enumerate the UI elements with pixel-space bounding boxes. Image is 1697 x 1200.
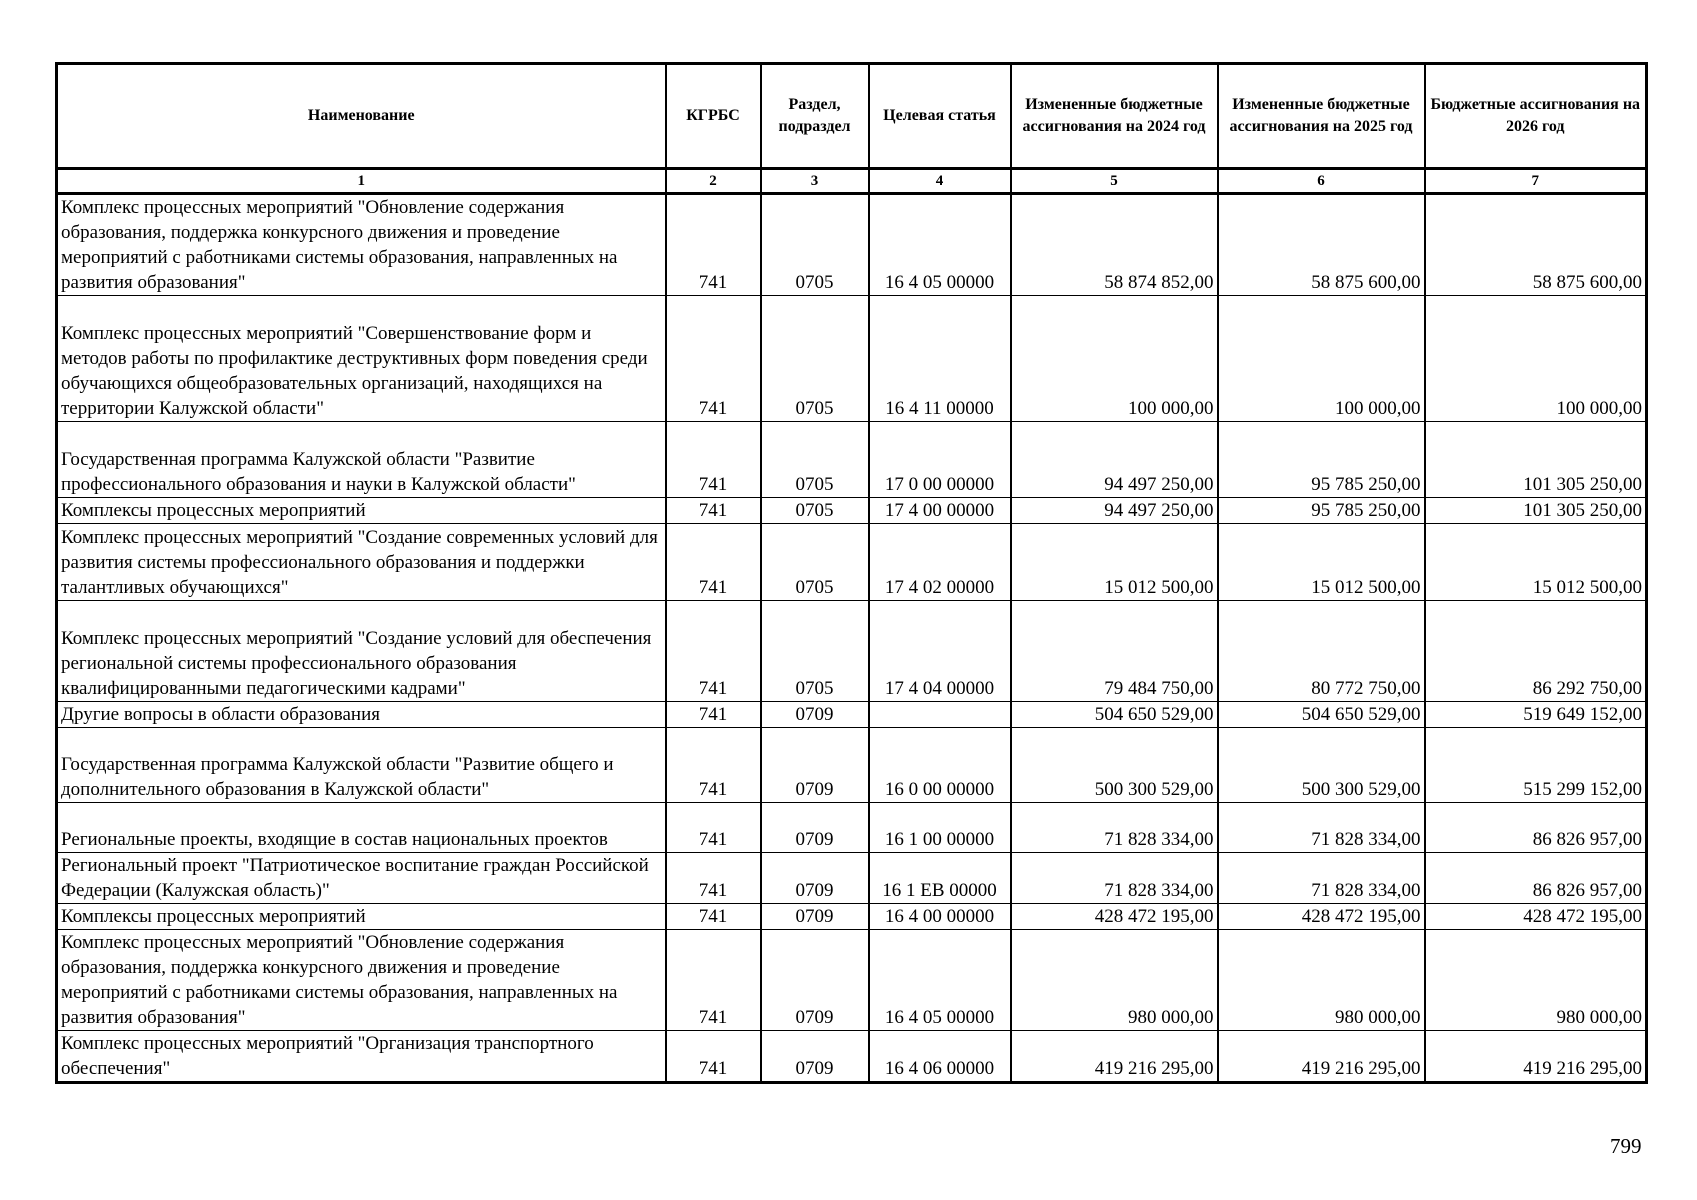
row-name: Региональный проект "Патриотическое воспитание граждан Российской Федерации (Калужская область)": [57, 853, 666, 904]
row-amount-2024: 71 828 334,00: [1011, 803, 1218, 853]
row-amount-2024: 100 000,00: [1011, 296, 1218, 422]
row-amount-2025: 80 772 750,00: [1218, 601, 1425, 702]
row-amount-2024: 980 000,00: [1011, 930, 1218, 1031]
row-section: 0709: [761, 1031, 869, 1083]
row-section: 0705: [761, 422, 869, 498]
row-amount-2025: 500 300 529,00: [1218, 728, 1425, 803]
table-row: [57, 296, 1647, 422]
row-name: Комплекс процессных мероприятий "Совершенствование форм и методов работы по профилактике деструктивных форм поведения среди обучающихся общеобразовательных организаций, находящихся на территории Калужской области": [57, 296, 666, 422]
row-amount-2024: 15 012 500,00: [1011, 524, 1218, 601]
row-amount-2025: 428 472 195,00: [1218, 904, 1425, 930]
row-name: Государственная программа Калужской области "Развитие профессионального образования и науки в Калужской области": [57, 422, 666, 498]
row-target-article: 17 0 00 00000: [869, 422, 1011, 498]
column-number: 5: [1011, 169, 1218, 194]
row-kgrbs: 741: [666, 422, 761, 498]
row-kgrbs: 741: [666, 296, 761, 422]
row-kgrbs: 741: [666, 524, 761, 601]
row-amount-2026: 101 305 250,00: [1425, 422, 1647, 498]
row-amount-2024: 58 874 852,00: [1011, 194, 1218, 296]
row-amount-2024: 79 484 750,00: [1011, 601, 1218, 702]
row-target-article: 16 4 00 00000: [869, 904, 1011, 930]
row-amount-2025: 419 216 295,00: [1218, 1031, 1425, 1083]
header-section: Раздел, подраздел: [761, 64, 869, 169]
row-section: 0705: [761, 524, 869, 601]
row-name: Другие вопросы в области образования: [57, 702, 666, 728]
row-amount-2024: 94 497 250,00: [1011, 422, 1218, 498]
table-row: [57, 194, 1647, 296]
row-kgrbs: 741: [666, 1031, 761, 1083]
row-amount-2024: 504 650 529,00: [1011, 702, 1218, 728]
column-number: 1: [57, 169, 666, 194]
row-amount-2026: 419 216 295,00: [1425, 1031, 1647, 1083]
budget-table: [55, 62, 1648, 1084]
header-2025: Измененные бюджетные ассигнования на 2025 год: [1218, 64, 1425, 169]
row-target-article: 17 4 02 00000: [869, 524, 1011, 601]
row-kgrbs: 741: [666, 904, 761, 930]
header-2026: Бюджетные ассигнования на 2026 год: [1425, 64, 1647, 169]
row-section: 0709: [761, 904, 869, 930]
table-row: [57, 728, 1647, 803]
table-row: [57, 930, 1647, 1031]
row-target-article: 16 4 05 00000: [869, 930, 1011, 1031]
header-row: [57, 64, 1647, 169]
row-amount-2025: 504 650 529,00: [1218, 702, 1425, 728]
table-body: [57, 194, 1647, 1083]
row-amount-2025: 95 785 250,00: [1218, 422, 1425, 498]
page-number: 799: [1610, 1134, 1642, 1158]
table-row: [57, 601, 1647, 702]
row-section: 0705: [761, 296, 869, 422]
row-kgrbs: 741: [666, 702, 761, 728]
row-target-article: [869, 702, 1011, 728]
row-amount-2025: 980 000,00: [1218, 930, 1425, 1031]
row-name: Комплекс процессных мероприятий "Обновление содержания образования, поддержка конкурсного движения и проведение мероприятий с работниками системы образования, направленных на развития образования": [57, 930, 666, 1031]
row-amount-2025: 15 012 500,00: [1218, 524, 1425, 601]
row-amount-2025: 58 875 600,00: [1218, 194, 1425, 296]
row-name: Комплекс процессных мероприятий "Создание современных условий для развития системы профессионального образования и поддержки талантливых обучающихся": [57, 524, 666, 601]
row-name: Комплекс процессных мероприятий "Создание условий для обеспечения региональной системы профессионального образования квалифицированными педагогическими кадрами": [57, 601, 666, 702]
row-kgrbs: 741: [666, 930, 761, 1031]
row-target-article: 16 1 00 00000: [869, 803, 1011, 853]
header-2024: Измененные бюджетные ассигнования на 2024 год: [1011, 64, 1218, 169]
row-name: Комплекс процессных мероприятий "Организация транспортного обеспечения": [57, 1031, 666, 1083]
table-row: [57, 524, 1647, 601]
row-amount-2026: 86 826 957,00: [1425, 803, 1647, 853]
header-name: Наименование: [57, 64, 666, 169]
row-target-article: 17 4 00 00000: [869, 498, 1011, 524]
table-row: [57, 498, 1647, 524]
row-kgrbs: 741: [666, 803, 761, 853]
row-section: 0705: [761, 498, 869, 524]
row-name: Комплексы процессных мероприятий: [57, 904, 666, 930]
row-kgrbs: 741: [666, 853, 761, 904]
table-row: [57, 803, 1647, 853]
row-target-article: 16 4 05 00000: [869, 194, 1011, 296]
row-target-article: 16 1 ЕВ 00000: [869, 853, 1011, 904]
row-name: Региональные проекты, входящие в состав национальных проектов: [57, 803, 666, 853]
row-amount-2026: 15 012 500,00: [1425, 524, 1647, 601]
row-target-article: 16 4 11 00000: [869, 296, 1011, 422]
table-row: [57, 422, 1647, 498]
row-amount-2026: 86 292 750,00: [1425, 601, 1647, 702]
row-amount-2025: 95 785 250,00: [1218, 498, 1425, 524]
row-kgrbs: 741: [666, 194, 761, 296]
column-number: 6: [1218, 169, 1425, 194]
row-amount-2025: 71 828 334,00: [1218, 803, 1425, 853]
row-amount-2026: 58 875 600,00: [1425, 194, 1647, 296]
row-amount-2026: 86 826 957,00: [1425, 853, 1647, 904]
row-amount-2026: 428 472 195,00: [1425, 904, 1647, 930]
row-amount-2026: 980 000,00: [1425, 930, 1647, 1031]
table-row: [57, 1031, 1647, 1083]
column-number: 2: [666, 169, 761, 194]
row-amount-2026: 515 299 152,00: [1425, 728, 1647, 803]
row-section: 0709: [761, 803, 869, 853]
row-target-article: 16 4 06 00000: [869, 1031, 1011, 1083]
column-number: 4: [869, 169, 1011, 194]
row-target-article: 16 0 00 00000: [869, 728, 1011, 803]
row-amount-2026: 100 000,00: [1425, 296, 1647, 422]
row-section: 0709: [761, 853, 869, 904]
column-number-row: [57, 169, 1647, 194]
header-kgrbs: КГРБС: [666, 64, 761, 169]
row-section: 0705: [761, 194, 869, 296]
row-amount-2025: 100 000,00: [1218, 296, 1425, 422]
row-kgrbs: 741: [666, 601, 761, 702]
row-section: 0705: [761, 601, 869, 702]
row-kgrbs: 741: [666, 728, 761, 803]
row-kgrbs: 741: [666, 498, 761, 524]
row-amount-2024: 500 300 529,00: [1011, 728, 1218, 803]
table-row: [57, 702, 1647, 728]
table-row: [57, 904, 1647, 930]
table-row: [57, 853, 1647, 904]
column-number: 3: [761, 169, 869, 194]
row-amount-2024: 428 472 195,00: [1011, 904, 1218, 930]
row-amount-2024: 71 828 334,00: [1011, 853, 1218, 904]
row-amount-2025: 71 828 334,00: [1218, 853, 1425, 904]
row-target-article: 17 4 04 00000: [869, 601, 1011, 702]
row-amount-2026: 519 649 152,00: [1425, 702, 1647, 728]
row-name: Комплексы процессных мероприятий: [57, 498, 666, 524]
header-target: Целевая статья: [869, 64, 1011, 169]
row-name: Комплекс процессных мероприятий "Обновление содержания образования, поддержка конкурсного движения и проведение мероприятий с работниками системы образования, направленных на развития образования": [57, 194, 666, 296]
row-name: Государственная программа Калужской области "Развитие общего и дополнительного образования в Калужской области": [57, 728, 666, 803]
row-amount-2024: 419 216 295,00: [1011, 1031, 1218, 1083]
row-section: 0709: [761, 728, 869, 803]
row-amount-2026: 101 305 250,00: [1425, 498, 1647, 524]
row-amount-2024: 94 497 250,00: [1011, 498, 1218, 524]
row-section: 0709: [761, 930, 869, 1031]
row-section: 0709: [761, 702, 869, 728]
column-number: 7: [1425, 169, 1647, 194]
